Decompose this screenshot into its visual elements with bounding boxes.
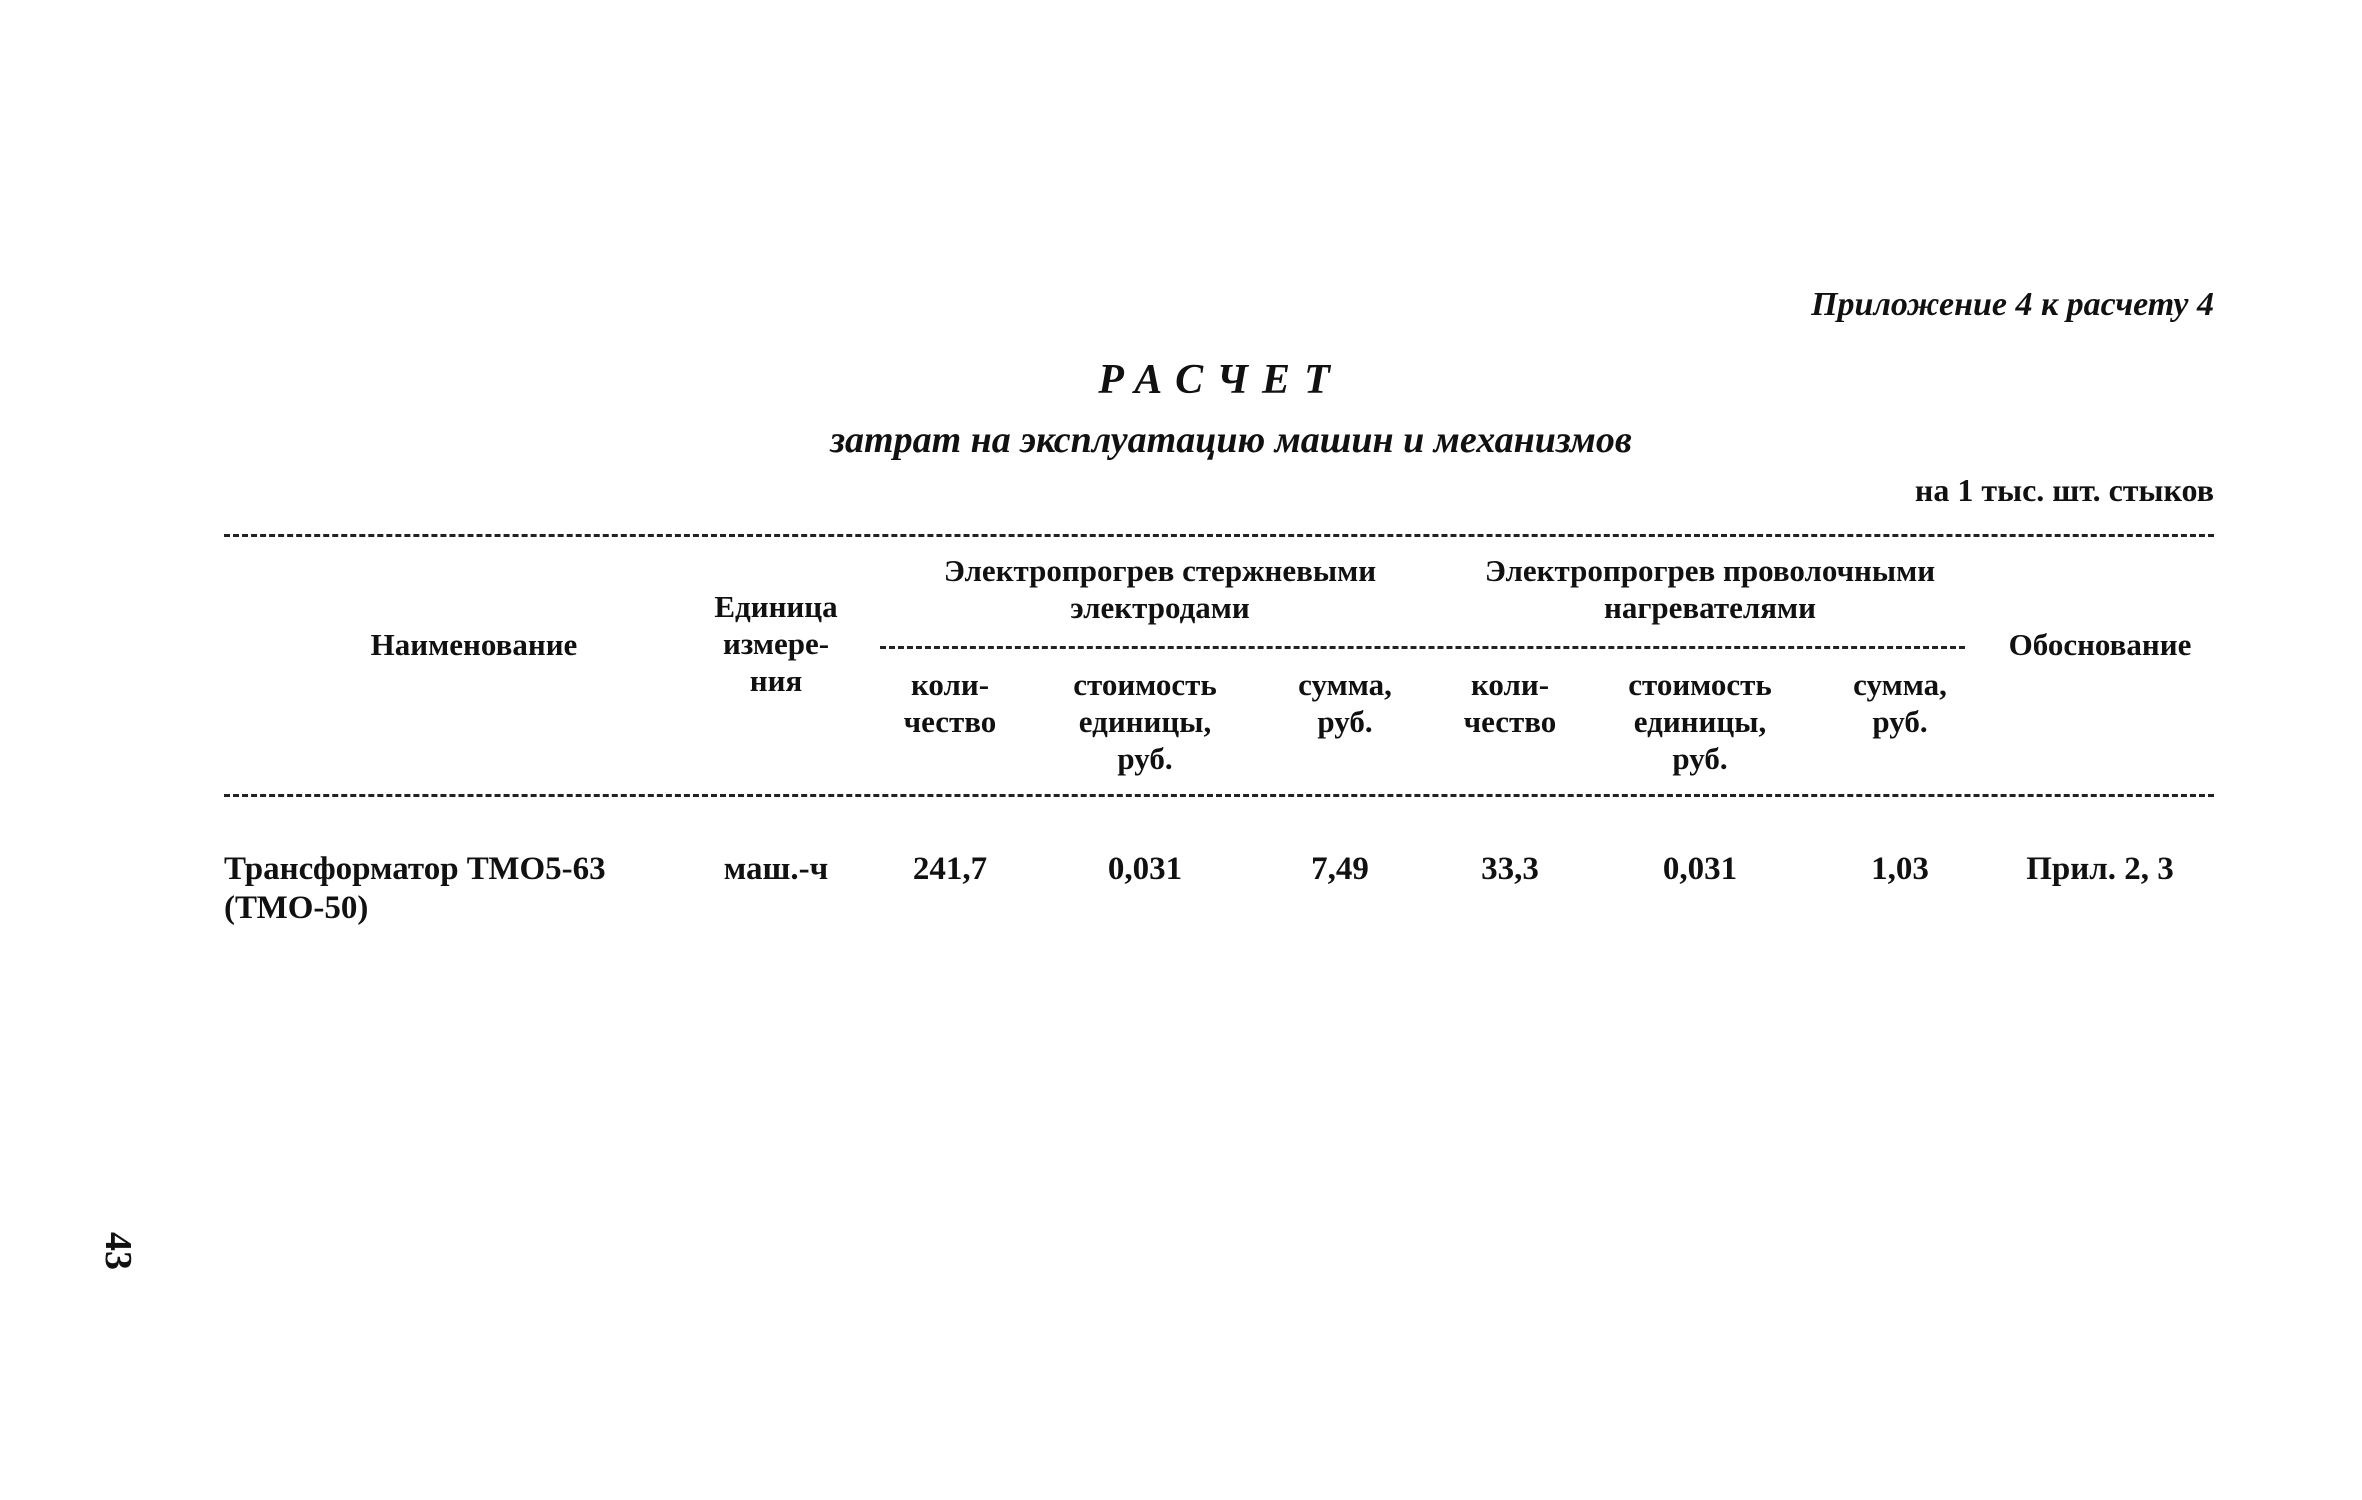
subheader-g2-qty xyxy=(1440,666,1580,740)
header-group2-line2: нагревателями xyxy=(1603,590,1816,625)
subheader-g2-qty-line1: коли- xyxy=(1470,667,1550,702)
subheader-g1-sum-line1: сумма, xyxy=(1298,667,1392,702)
row-g1-cost: 0,031 xyxy=(1107,851,1183,887)
table-top-rule xyxy=(224,534,2214,537)
row-unit: маш.-ч xyxy=(723,851,829,887)
header-group2-line1: Электропрогрев проволочными xyxy=(1484,553,1936,588)
subheader-g1-cost-line1: стоимость xyxy=(1073,667,1217,702)
row-name-line1: Трансформатор ТМО5-63 xyxy=(224,851,606,887)
header-unit-line1: Единица xyxy=(714,589,838,624)
row-basis: Прил. 2, 3 xyxy=(2026,851,2174,887)
subheader-g2-sum xyxy=(1825,666,1975,740)
header-basis: Обоснование xyxy=(2008,627,2192,662)
subheader-g2-cost-line1: стоимость xyxy=(1628,667,1772,702)
subheader-g2-sum-line2: руб. xyxy=(1872,704,1928,739)
subheader-g1-cost-line3: руб. xyxy=(1117,741,1173,776)
row-name xyxy=(224,850,606,928)
header-unit-line2: измере- xyxy=(722,626,830,661)
unit-note: на 1 тыс. шт. стыков xyxy=(1914,472,2214,508)
row-g2-cost: 0,031 xyxy=(1662,851,1738,887)
page-number: 43 xyxy=(97,1232,139,1270)
subheader-g2-qty-line2: чество xyxy=(1463,704,1557,739)
subheader-g2-sum-line1: сумма, xyxy=(1853,667,1947,702)
row-name-line2: (ТМО-50) xyxy=(224,890,369,926)
document-title: РАСЧЕТ xyxy=(1098,357,1344,403)
document-subtitle: затрат на эксплуатацию машин и механизмов xyxy=(830,419,1632,461)
subheader-g1-qty xyxy=(880,666,1020,740)
row-g1-qty: 241,7 xyxy=(912,851,988,887)
header-group1-line2: электродами xyxy=(1070,590,1250,625)
subheader-g1-cost-line2: единицы, xyxy=(1078,704,1212,739)
header-group-wire-heaters xyxy=(1430,552,1990,626)
subheader-g2-cost-line3: руб. xyxy=(1672,741,1728,776)
subheader-g2-cost-line2: единицы, xyxy=(1633,704,1767,739)
header-group1-line1: Электропрогрев стержневыми xyxy=(943,553,1377,588)
subheader-g2-cost xyxy=(1595,666,1805,777)
subheader-g1-qty-line2: чество xyxy=(903,704,997,739)
row-g1-sum: 7,49 xyxy=(1311,851,1369,887)
header-group-rod-electrodes xyxy=(880,552,1440,626)
row-g2-qty: 33,3 xyxy=(1481,851,1539,887)
subheader-g1-sum xyxy=(1270,666,1420,740)
header-bottom-rule xyxy=(224,794,2214,797)
group-header-rule xyxy=(880,646,1965,649)
header-name: Наименование xyxy=(370,627,578,662)
row-g2-sum: 1,03 xyxy=(1871,851,1929,887)
subheader-g1-cost xyxy=(1040,666,1250,777)
appendix-label: Приложение 4 к расчету 4 xyxy=(1811,286,2214,323)
subheader-g1-sum-line2: руб. xyxy=(1317,704,1373,739)
header-unit xyxy=(676,588,876,699)
subheader-g1-qty-line1: коли- xyxy=(910,667,990,702)
header-unit-line3: ния xyxy=(749,663,803,698)
